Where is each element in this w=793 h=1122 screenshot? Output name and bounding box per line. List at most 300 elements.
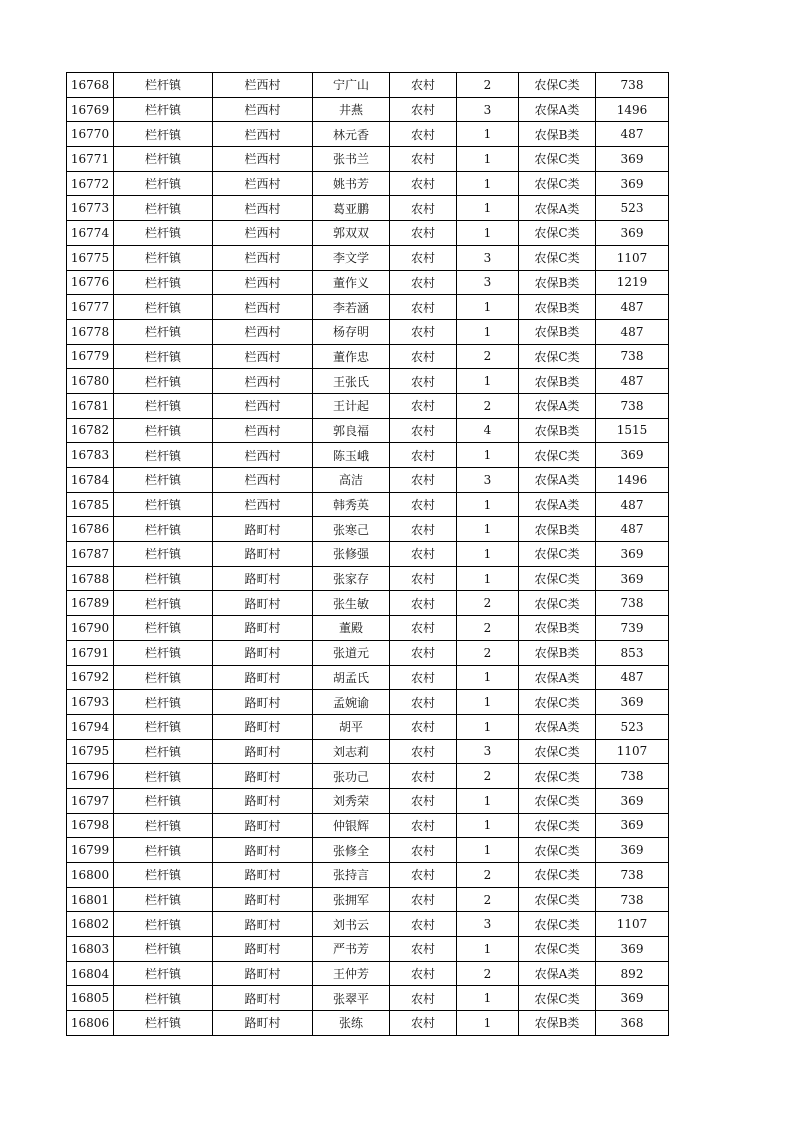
village-cell: 路町村 bbox=[213, 591, 313, 616]
insurance-category-cell: 农保C类 bbox=[519, 542, 596, 567]
insurance-record-table bbox=[66, 72, 669, 1036]
table-row bbox=[67, 1011, 669, 1036]
household-type-cell: 农村 bbox=[390, 171, 457, 196]
insurance-category-cell: 农保C类 bbox=[519, 887, 596, 912]
person-count-cell: 1 bbox=[457, 369, 519, 394]
household-type-cell: 农村 bbox=[390, 739, 457, 764]
insurance-category-cell: 农保C类 bbox=[519, 221, 596, 246]
name-cell: 董殿 bbox=[313, 616, 390, 641]
record-id-cell: 16792 bbox=[67, 665, 114, 690]
record-id-cell: 16798 bbox=[67, 813, 114, 838]
village-cell: 路町村 bbox=[213, 788, 313, 813]
town-cell: 栏杆镇 bbox=[114, 788, 213, 813]
name-cell: 张家存 bbox=[313, 566, 390, 591]
household-type-cell: 农村 bbox=[390, 393, 457, 418]
record-id-cell: 16787 bbox=[67, 542, 114, 567]
village-cell: 栏西村 bbox=[213, 393, 313, 418]
name-cell: 李若涵 bbox=[313, 295, 390, 320]
village-cell: 栏西村 bbox=[213, 196, 313, 221]
record-id-cell: 16793 bbox=[67, 690, 114, 715]
table-row bbox=[67, 912, 669, 937]
insurance-category-cell: 农保C类 bbox=[519, 690, 596, 715]
name-cell: 郭良福 bbox=[313, 418, 390, 443]
insurance-category-cell: 农保C类 bbox=[519, 566, 596, 591]
name-cell: 张翠平 bbox=[313, 986, 390, 1011]
person-count-cell: 2 bbox=[457, 344, 519, 369]
name-cell: 刘秀荣 bbox=[313, 788, 390, 813]
amount-cell: 1219 bbox=[596, 270, 669, 295]
table-row bbox=[67, 937, 669, 962]
household-type-cell: 农村 bbox=[390, 295, 457, 320]
amount-cell: 523 bbox=[596, 714, 669, 739]
town-cell: 栏杆镇 bbox=[114, 591, 213, 616]
record-id-cell: 16801 bbox=[67, 887, 114, 912]
town-cell: 栏杆镇 bbox=[114, 690, 213, 715]
name-cell: 宁广山 bbox=[313, 73, 390, 98]
town-cell: 栏杆镇 bbox=[114, 887, 213, 912]
village-cell: 栏西村 bbox=[213, 73, 313, 98]
village-cell: 路町村 bbox=[213, 764, 313, 789]
record-id-cell: 16774 bbox=[67, 221, 114, 246]
household-type-cell: 农村 bbox=[390, 517, 457, 542]
household-type-cell: 农村 bbox=[390, 196, 457, 221]
household-type-cell: 农村 bbox=[390, 813, 457, 838]
amount-cell: 739 bbox=[596, 616, 669, 641]
insurance-category-cell: 农保C类 bbox=[519, 147, 596, 172]
village-cell: 路町村 bbox=[213, 517, 313, 542]
table-row bbox=[67, 863, 669, 888]
table-row bbox=[67, 591, 669, 616]
table-row bbox=[67, 221, 669, 246]
person-count-cell: 1 bbox=[457, 714, 519, 739]
table-row bbox=[67, 690, 669, 715]
person-count-cell: 3 bbox=[457, 270, 519, 295]
name-cell: 胡平 bbox=[313, 714, 390, 739]
insurance-category-cell: 农保C类 bbox=[519, 937, 596, 962]
insurance-category-cell: 农保C类 bbox=[519, 764, 596, 789]
name-cell: 胡孟氏 bbox=[313, 665, 390, 690]
amount-cell: 487 bbox=[596, 369, 669, 394]
amount-cell: 738 bbox=[596, 863, 669, 888]
village-cell: 栏西村 bbox=[213, 443, 313, 468]
person-count-cell: 2 bbox=[457, 961, 519, 986]
town-cell: 栏杆镇 bbox=[114, 295, 213, 320]
amount-cell: 1107 bbox=[596, 739, 669, 764]
household-type-cell: 农村 bbox=[390, 1011, 457, 1036]
name-cell: 张持言 bbox=[313, 863, 390, 888]
name-cell: 张修全 bbox=[313, 838, 390, 863]
household-type-cell: 农村 bbox=[390, 468, 457, 493]
town-cell: 栏杆镇 bbox=[114, 937, 213, 962]
amount-cell: 738 bbox=[596, 73, 669, 98]
table-row bbox=[67, 270, 669, 295]
household-type-cell: 农村 bbox=[390, 492, 457, 517]
household-type-cell: 农村 bbox=[390, 147, 457, 172]
person-count-cell: 1 bbox=[457, 171, 519, 196]
amount-cell: 892 bbox=[596, 961, 669, 986]
record-id-cell: 16794 bbox=[67, 714, 114, 739]
record-id-cell: 16768 bbox=[67, 73, 114, 98]
town-cell: 栏杆镇 bbox=[114, 73, 213, 98]
town-cell: 栏杆镇 bbox=[114, 418, 213, 443]
insurance-category-cell: 农保B类 bbox=[519, 369, 596, 394]
name-cell: 仲银辉 bbox=[313, 813, 390, 838]
town-cell: 栏杆镇 bbox=[114, 196, 213, 221]
insurance-category-cell: 农保C类 bbox=[519, 591, 596, 616]
insurance-category-cell: 农保B类 bbox=[519, 640, 596, 665]
insurance-category-cell: 农保A类 bbox=[519, 468, 596, 493]
person-count-cell: 3 bbox=[457, 245, 519, 270]
household-type-cell: 农村 bbox=[390, 640, 457, 665]
name-cell: 董作忠 bbox=[313, 344, 390, 369]
amount-cell: 369 bbox=[596, 443, 669, 468]
town-cell: 栏杆镇 bbox=[114, 838, 213, 863]
insurance-category-cell: 农保A类 bbox=[519, 665, 596, 690]
insurance-category-cell: 农保C类 bbox=[519, 813, 596, 838]
table-row bbox=[67, 986, 669, 1011]
village-cell: 路町村 bbox=[213, 739, 313, 764]
table-row bbox=[67, 887, 669, 912]
amount-cell: 369 bbox=[596, 690, 669, 715]
household-type-cell: 农村 bbox=[390, 937, 457, 962]
village-cell: 栏西村 bbox=[213, 468, 313, 493]
record-id-cell: 16785 bbox=[67, 492, 114, 517]
town-cell: 栏杆镇 bbox=[114, 961, 213, 986]
table-row bbox=[67, 97, 669, 122]
amount-cell: 369 bbox=[596, 986, 669, 1011]
village-cell: 路町村 bbox=[213, 863, 313, 888]
table-row bbox=[67, 147, 669, 172]
person-count-cell: 1 bbox=[457, 937, 519, 962]
insurance-category-cell: 农保C类 bbox=[519, 986, 596, 1011]
village-cell: 栏西村 bbox=[213, 344, 313, 369]
village-cell: 栏西村 bbox=[213, 369, 313, 394]
town-cell: 栏杆镇 bbox=[114, 344, 213, 369]
record-id-cell: 16797 bbox=[67, 788, 114, 813]
table-row bbox=[67, 369, 669, 394]
table-row bbox=[67, 196, 669, 221]
amount-cell: 1496 bbox=[596, 468, 669, 493]
amount-cell: 1496 bbox=[596, 97, 669, 122]
person-count-cell: 1 bbox=[457, 443, 519, 468]
village-cell: 栏西村 bbox=[213, 270, 313, 295]
record-id-cell: 16771 bbox=[67, 147, 114, 172]
table-row bbox=[67, 393, 669, 418]
village-cell: 路町村 bbox=[213, 887, 313, 912]
village-cell: 栏西村 bbox=[213, 97, 313, 122]
town-cell: 栏杆镇 bbox=[114, 665, 213, 690]
record-id-cell: 16783 bbox=[67, 443, 114, 468]
village-cell: 路町村 bbox=[213, 616, 313, 641]
amount-cell: 369 bbox=[596, 838, 669, 863]
household-type-cell: 农村 bbox=[390, 221, 457, 246]
household-type-cell: 农村 bbox=[390, 838, 457, 863]
person-count-cell: 2 bbox=[457, 616, 519, 641]
insurance-category-cell: 农保C类 bbox=[519, 245, 596, 270]
village-cell: 路町村 bbox=[213, 542, 313, 567]
insurance-category-cell: 农保C类 bbox=[519, 912, 596, 937]
name-cell: 刘志莉 bbox=[313, 739, 390, 764]
town-cell: 栏杆镇 bbox=[114, 393, 213, 418]
record-id-cell: 16781 bbox=[67, 393, 114, 418]
insurance-category-cell: 农保C类 bbox=[519, 838, 596, 863]
town-cell: 栏杆镇 bbox=[114, 171, 213, 196]
person-count-cell: 1 bbox=[457, 295, 519, 320]
person-count-cell: 4 bbox=[457, 418, 519, 443]
insurance-category-cell: 农保C类 bbox=[519, 73, 596, 98]
amount-cell: 738 bbox=[596, 591, 669, 616]
insurance-category-cell: 农保B类 bbox=[519, 616, 596, 641]
insurance-category-cell: 农保B类 bbox=[519, 319, 596, 344]
name-cell: 严书芳 bbox=[313, 937, 390, 962]
person-count-cell: 1 bbox=[457, 986, 519, 1011]
person-count-cell: 3 bbox=[457, 468, 519, 493]
insurance-category-cell: 农保A类 bbox=[519, 393, 596, 418]
village-cell: 栏西村 bbox=[213, 171, 313, 196]
village-cell: 路町村 bbox=[213, 665, 313, 690]
person-count-cell: 1 bbox=[457, 1011, 519, 1036]
household-type-cell: 农村 bbox=[390, 665, 457, 690]
household-type-cell: 农村 bbox=[390, 887, 457, 912]
household-type-cell: 农村 bbox=[390, 566, 457, 591]
town-cell: 栏杆镇 bbox=[114, 764, 213, 789]
person-count-cell: 1 bbox=[457, 690, 519, 715]
person-count-cell: 1 bbox=[457, 517, 519, 542]
name-cell: 孟婉谕 bbox=[313, 690, 390, 715]
town-cell: 栏杆镇 bbox=[114, 863, 213, 888]
town-cell: 栏杆镇 bbox=[114, 813, 213, 838]
table-row bbox=[67, 566, 669, 591]
name-cell: 王仲芳 bbox=[313, 961, 390, 986]
amount-cell: 1107 bbox=[596, 912, 669, 937]
town-cell: 栏杆镇 bbox=[114, 319, 213, 344]
person-count-cell: 1 bbox=[457, 221, 519, 246]
person-count-cell: 1 bbox=[457, 319, 519, 344]
town-cell: 栏杆镇 bbox=[114, 221, 213, 246]
record-id-cell: 16791 bbox=[67, 640, 114, 665]
village-cell: 栏西村 bbox=[213, 122, 313, 147]
town-cell: 栏杆镇 bbox=[114, 492, 213, 517]
name-cell: 姚书芳 bbox=[313, 171, 390, 196]
amount-cell: 738 bbox=[596, 393, 669, 418]
record-id-cell: 16803 bbox=[67, 937, 114, 962]
name-cell: 张修强 bbox=[313, 542, 390, 567]
insurance-category-cell: 农保C类 bbox=[519, 739, 596, 764]
household-type-cell: 农村 bbox=[390, 616, 457, 641]
amount-cell: 853 bbox=[596, 640, 669, 665]
name-cell: 葛亚鹏 bbox=[313, 196, 390, 221]
record-id-cell: 16786 bbox=[67, 517, 114, 542]
amount-cell: 369 bbox=[596, 813, 669, 838]
town-cell: 栏杆镇 bbox=[114, 1011, 213, 1036]
household-type-cell: 农村 bbox=[390, 961, 457, 986]
village-cell: 路町村 bbox=[213, 714, 313, 739]
name-cell: 王计起 bbox=[313, 393, 390, 418]
table-row bbox=[67, 122, 669, 147]
town-cell: 栏杆镇 bbox=[114, 986, 213, 1011]
name-cell: 张书兰 bbox=[313, 147, 390, 172]
name-cell: 李文学 bbox=[313, 245, 390, 270]
record-id-cell: 16802 bbox=[67, 912, 114, 937]
record-id-cell: 16779 bbox=[67, 344, 114, 369]
household-type-cell: 农村 bbox=[390, 863, 457, 888]
household-type-cell: 农村 bbox=[390, 986, 457, 1011]
person-count-cell: 3 bbox=[457, 739, 519, 764]
town-cell: 栏杆镇 bbox=[114, 97, 213, 122]
record-id-cell: 16773 bbox=[67, 196, 114, 221]
person-count-cell: 3 bbox=[457, 912, 519, 937]
record-id-cell: 16777 bbox=[67, 295, 114, 320]
record-id-cell: 16778 bbox=[67, 319, 114, 344]
record-id-cell: 16775 bbox=[67, 245, 114, 270]
name-cell: 王张氏 bbox=[313, 369, 390, 394]
amount-cell: 487 bbox=[596, 319, 669, 344]
table-row bbox=[67, 295, 669, 320]
name-cell: 井燕 bbox=[313, 97, 390, 122]
name-cell: 张寒己 bbox=[313, 517, 390, 542]
household-type-cell: 农村 bbox=[390, 912, 457, 937]
town-cell: 栏杆镇 bbox=[114, 542, 213, 567]
name-cell: 高洁 bbox=[313, 468, 390, 493]
insurance-category-cell: 农保B类 bbox=[519, 517, 596, 542]
person-count-cell: 1 bbox=[457, 147, 519, 172]
person-count-cell: 2 bbox=[457, 640, 519, 665]
village-cell: 栏西村 bbox=[213, 319, 313, 344]
village-cell: 路町村 bbox=[213, 961, 313, 986]
village-cell: 栏西村 bbox=[213, 147, 313, 172]
table-row bbox=[67, 171, 669, 196]
person-count-cell: 1 bbox=[457, 122, 519, 147]
insurance-category-cell: 农保A类 bbox=[519, 714, 596, 739]
insurance-category-cell: 农保C类 bbox=[519, 863, 596, 888]
insurance-category-cell: 农保C类 bbox=[519, 344, 596, 369]
record-id-cell: 16776 bbox=[67, 270, 114, 295]
table-row bbox=[67, 542, 669, 567]
record-id-cell: 16804 bbox=[67, 961, 114, 986]
town-cell: 栏杆镇 bbox=[114, 369, 213, 394]
household-type-cell: 农村 bbox=[390, 122, 457, 147]
amount-cell: 487 bbox=[596, 665, 669, 690]
town-cell: 栏杆镇 bbox=[114, 245, 213, 270]
insurance-category-cell: 农保B类 bbox=[519, 295, 596, 320]
record-id-cell: 16770 bbox=[67, 122, 114, 147]
name-cell: 韩秀英 bbox=[313, 492, 390, 517]
table-row bbox=[67, 443, 669, 468]
insurance-category-cell: 农保C类 bbox=[519, 788, 596, 813]
table-row bbox=[67, 665, 669, 690]
record-id-cell: 16795 bbox=[67, 739, 114, 764]
village-cell: 栏西村 bbox=[213, 418, 313, 443]
household-type-cell: 农村 bbox=[390, 443, 457, 468]
insurance-category-cell: 农保B类 bbox=[519, 1011, 596, 1036]
person-count-cell: 2 bbox=[457, 393, 519, 418]
insurance-category-cell: 农保B类 bbox=[519, 418, 596, 443]
record-id-cell: 16799 bbox=[67, 838, 114, 863]
name-cell: 张生敏 bbox=[313, 591, 390, 616]
table-row bbox=[67, 468, 669, 493]
table-row bbox=[67, 319, 669, 344]
amount-cell: 369 bbox=[596, 171, 669, 196]
record-id-cell: 16769 bbox=[67, 97, 114, 122]
table-row bbox=[67, 517, 669, 542]
amount-cell: 369 bbox=[596, 788, 669, 813]
household-type-cell: 农村 bbox=[390, 690, 457, 715]
village-cell: 路町村 bbox=[213, 690, 313, 715]
table-row bbox=[67, 616, 669, 641]
village-cell: 路町村 bbox=[213, 813, 313, 838]
household-type-cell: 农村 bbox=[390, 764, 457, 789]
insurance-category-cell: 农保C类 bbox=[519, 171, 596, 196]
person-count-cell: 1 bbox=[457, 665, 519, 690]
amount-cell: 523 bbox=[596, 196, 669, 221]
table-row bbox=[67, 788, 669, 813]
table-row bbox=[67, 714, 669, 739]
village-cell: 栏西村 bbox=[213, 295, 313, 320]
town-cell: 栏杆镇 bbox=[114, 468, 213, 493]
amount-cell: 1515 bbox=[596, 418, 669, 443]
record-id-cell: 16796 bbox=[67, 764, 114, 789]
table-row bbox=[67, 418, 669, 443]
insurance-category-cell: 农保A类 bbox=[519, 492, 596, 517]
village-cell: 路町村 bbox=[213, 838, 313, 863]
village-cell: 路町村 bbox=[213, 912, 313, 937]
table-row bbox=[67, 344, 669, 369]
table-row bbox=[67, 73, 669, 98]
record-id-cell: 16789 bbox=[67, 591, 114, 616]
name-cell: 董作义 bbox=[313, 270, 390, 295]
household-type-cell: 农村 bbox=[390, 591, 457, 616]
name-cell: 张功己 bbox=[313, 764, 390, 789]
household-type-cell: 农村 bbox=[390, 344, 457, 369]
name-cell: 张练 bbox=[313, 1011, 390, 1036]
town-cell: 栏杆镇 bbox=[114, 517, 213, 542]
amount-cell: 369 bbox=[596, 147, 669, 172]
table-body bbox=[67, 73, 669, 1036]
town-cell: 栏杆镇 bbox=[114, 640, 213, 665]
name-cell: 张拥军 bbox=[313, 887, 390, 912]
town-cell: 栏杆镇 bbox=[114, 912, 213, 937]
town-cell: 栏杆镇 bbox=[114, 270, 213, 295]
record-id-cell: 16782 bbox=[67, 418, 114, 443]
record-id-cell: 16800 bbox=[67, 863, 114, 888]
insurance-category-cell: 农保A类 bbox=[519, 961, 596, 986]
person-count-cell: 1 bbox=[457, 813, 519, 838]
household-type-cell: 农村 bbox=[390, 73, 457, 98]
town-cell: 栏杆镇 bbox=[114, 122, 213, 147]
amount-cell: 738 bbox=[596, 887, 669, 912]
person-count-cell: 2 bbox=[457, 591, 519, 616]
town-cell: 栏杆镇 bbox=[114, 616, 213, 641]
household-type-cell: 农村 bbox=[390, 245, 457, 270]
person-count-cell: 1 bbox=[457, 566, 519, 591]
record-id-cell: 16790 bbox=[67, 616, 114, 641]
person-count-cell: 2 bbox=[457, 764, 519, 789]
insurance-category-cell: 农保C类 bbox=[519, 443, 596, 468]
village-cell: 路町村 bbox=[213, 937, 313, 962]
insurance-category-cell: 农保A类 bbox=[519, 196, 596, 221]
person-count-cell: 1 bbox=[457, 542, 519, 567]
person-count-cell: 1 bbox=[457, 838, 519, 863]
table-row bbox=[67, 640, 669, 665]
village-cell: 路町村 bbox=[213, 640, 313, 665]
household-type-cell: 农村 bbox=[390, 97, 457, 122]
village-cell: 路町村 bbox=[213, 566, 313, 591]
record-id-cell: 16784 bbox=[67, 468, 114, 493]
amount-cell: 487 bbox=[596, 492, 669, 517]
amount-cell: 738 bbox=[596, 344, 669, 369]
town-cell: 栏杆镇 bbox=[114, 443, 213, 468]
household-type-cell: 农村 bbox=[390, 788, 457, 813]
